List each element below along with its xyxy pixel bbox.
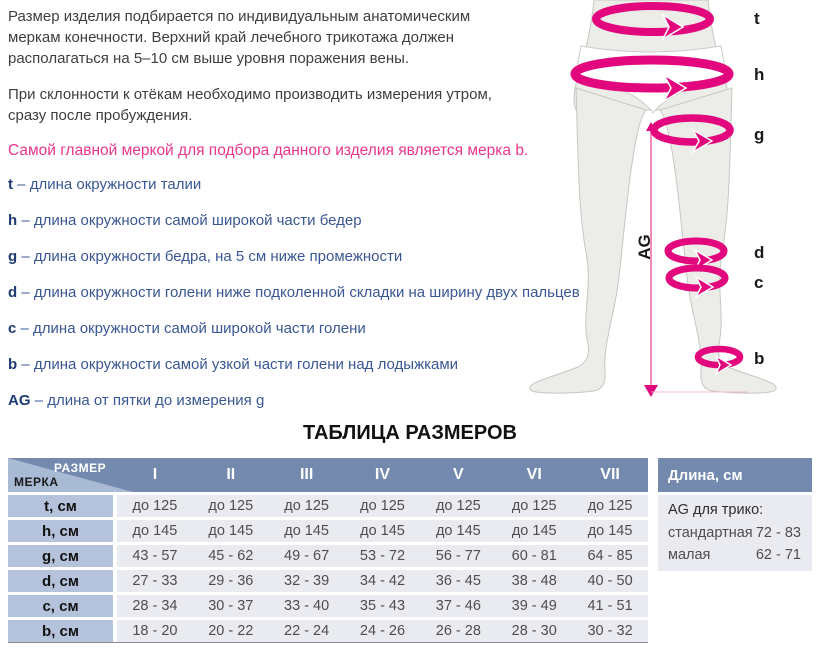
size-column-header: I xyxy=(152,466,158,483)
table-cell: до 125 xyxy=(511,498,557,514)
figure-label-h: h xyxy=(754,65,765,84)
size-columns xyxy=(117,458,648,492)
size-column-header: IV xyxy=(374,466,391,483)
table-cell: 32 - 39 xyxy=(284,573,330,589)
row-values xyxy=(117,545,648,567)
table-cell: до 125 xyxy=(587,498,633,514)
table-cell: до 125 xyxy=(208,498,254,514)
row-values xyxy=(117,520,648,542)
table-cell: до 145 xyxy=(587,523,633,539)
row-label: d, см xyxy=(8,570,113,592)
table-cell: 33 - 40 xyxy=(284,598,330,614)
table-cell: 35 - 43 xyxy=(359,598,406,614)
table-row xyxy=(8,495,648,517)
table-cell: 28 - 34 xyxy=(132,598,178,614)
size-table-header xyxy=(8,458,648,492)
table-cell: 43 - 57 xyxy=(132,548,178,564)
length-row-value: 62 - 71 xyxy=(755,547,801,563)
measurement-key: g xyxy=(8,248,18,265)
table-row xyxy=(8,570,648,592)
table-cell: 27 - 33 xyxy=(132,573,178,589)
table-cell: 60 - 81 xyxy=(511,548,557,564)
table-cell: 36 - 45 xyxy=(435,573,481,589)
table-cell: 18 - 20 xyxy=(132,623,178,639)
table-row xyxy=(8,620,648,642)
table-cell: 28 - 30 xyxy=(511,623,557,639)
size-column-header: III xyxy=(299,466,314,483)
table-cell: 41 - 51 xyxy=(587,598,633,614)
row-label: h, см xyxy=(8,520,113,542)
table-cell: до 125 xyxy=(284,498,329,514)
table-cell: 45 - 62 xyxy=(208,548,254,564)
measurement-figure xyxy=(520,0,820,416)
size-column-header: V xyxy=(453,466,464,483)
length-row-label: малая xyxy=(668,547,711,563)
left-leg xyxy=(530,88,646,393)
table-cell: 64 - 85 xyxy=(587,548,633,564)
table-cell: 20 - 22 xyxy=(208,623,254,639)
size-table-title: ТАБЛИЦА РАЗМЕРОВ xyxy=(303,422,517,444)
corner-label-size: РАЗМЕР xyxy=(54,461,107,475)
size-table-corner xyxy=(8,458,133,492)
table-cell: 49 - 67 xyxy=(284,548,330,564)
table-cell: до 145 xyxy=(284,523,329,539)
measurement-description: длина окружности самой узкой части голени над лодыжками xyxy=(33,356,459,373)
ag-arrow-bottom xyxy=(644,385,658,397)
length-row-label: стандартная xyxy=(668,525,753,541)
table-cell: 53 - 72 xyxy=(359,548,406,564)
table-cell: до 145 xyxy=(360,523,405,539)
table-row xyxy=(8,545,648,567)
row-values xyxy=(117,495,648,517)
figure-label-c: c xyxy=(754,273,764,292)
ag-figure-label: AG xyxy=(635,234,654,260)
measurement-key: b xyxy=(8,356,18,373)
row-label: g, см xyxy=(8,545,113,567)
table-row xyxy=(8,520,648,542)
row-label: c, см xyxy=(8,595,113,617)
size-table-body xyxy=(8,495,648,642)
row-values xyxy=(117,595,648,617)
figure-label-t: t xyxy=(754,9,760,28)
table-cell: до 145 xyxy=(208,523,254,539)
length-panel-subtitle: AG для трико: xyxy=(668,502,764,518)
corner-label-measure: МЕРКА xyxy=(14,475,59,489)
measurement-key: d xyxy=(8,284,18,301)
measurement-key: AG xyxy=(8,392,31,409)
figure-label-g: g xyxy=(754,125,765,144)
table-cell: 34 - 42 xyxy=(359,573,406,589)
intro-paragraph-1: Размер изделия подбирается по индивидуальным анатомическим меркам конечности. Верхний край лечебного трикотажа должен располагаться на 5–10 см выше уровня поражения вены. xyxy=(8,8,471,67)
length-panel-header: Длина, см xyxy=(658,458,812,492)
table-cell: 30 - 32 xyxy=(587,623,633,639)
table-cell: до 125 xyxy=(132,498,178,514)
legs-illustration xyxy=(520,0,820,416)
measurement-separator: – xyxy=(16,320,34,337)
size-column-header: VI xyxy=(526,466,542,483)
table-cell: 38 - 48 xyxy=(511,573,557,589)
table-cell: 39 - 49 xyxy=(511,598,557,614)
figure-label-d: d xyxy=(754,243,765,262)
measurement-description: длина от пятки до измерения g xyxy=(47,392,265,409)
size-column-header: VII xyxy=(600,466,620,483)
table-cell: до 145 xyxy=(132,523,178,539)
table-cell: 56 - 77 xyxy=(435,548,481,564)
row-values xyxy=(117,570,648,592)
length-rows xyxy=(668,525,801,563)
highlight-note: Самой главной меркой для подбора данного изделия является мерка b. xyxy=(8,142,529,159)
measurement-description: длина окружности бедра, на 5 см ниже промежности xyxy=(33,248,403,265)
measurement-key: h xyxy=(8,212,18,229)
intro-paragraph-2: При склонности к отёкам необходимо производить измерения утром, сразу после пробуждения. xyxy=(8,86,492,124)
table-cell: 26 - 28 xyxy=(435,623,481,639)
table-cell: 22 - 24 xyxy=(284,623,330,639)
length-row xyxy=(668,547,801,563)
length-panel xyxy=(658,458,812,571)
measurement-separator: – xyxy=(17,356,34,373)
table-cell: 29 - 36 xyxy=(208,573,254,589)
measurement-description: длина окружности самой широкой части бедер xyxy=(33,212,362,229)
table-cell: до 125 xyxy=(435,498,481,514)
row-label: t, см xyxy=(8,495,113,517)
table-cell: 40 - 50 xyxy=(587,573,633,589)
table-cell: до 145 xyxy=(511,523,557,539)
row-label: b, см xyxy=(8,620,113,642)
figure-label-b: b xyxy=(754,349,765,368)
measurement-separator: – xyxy=(13,176,30,193)
measurement-description: длина окружности самой широкой части голени xyxy=(33,320,366,337)
table-cell: 30 - 37 xyxy=(208,598,254,614)
table-row xyxy=(8,595,648,617)
measurement-description: длина окружности голени ниже подколенной складки на ширину двух пальцев xyxy=(33,284,580,301)
length-panel-body xyxy=(658,495,812,571)
size-column-header: II xyxy=(226,466,236,483)
measurement-separator: – xyxy=(30,392,48,409)
table-cell: 37 - 46 xyxy=(435,598,481,614)
measurement-key: t xyxy=(8,176,13,193)
table-cell: до 145 xyxy=(435,523,481,539)
measurement-separator: – xyxy=(17,284,34,301)
measurement-separator: – xyxy=(17,212,34,229)
measurement-separator: – xyxy=(17,248,34,265)
length-row xyxy=(668,525,801,541)
table-cell: 24 - 26 xyxy=(359,623,406,639)
measurement-description: длина окружности талии xyxy=(29,176,202,193)
size-table xyxy=(8,458,648,643)
table-cell: до 125 xyxy=(360,498,405,514)
row-values xyxy=(117,620,648,642)
length-row-value: 72 - 83 xyxy=(755,525,801,541)
measurement-key: c xyxy=(8,320,17,337)
